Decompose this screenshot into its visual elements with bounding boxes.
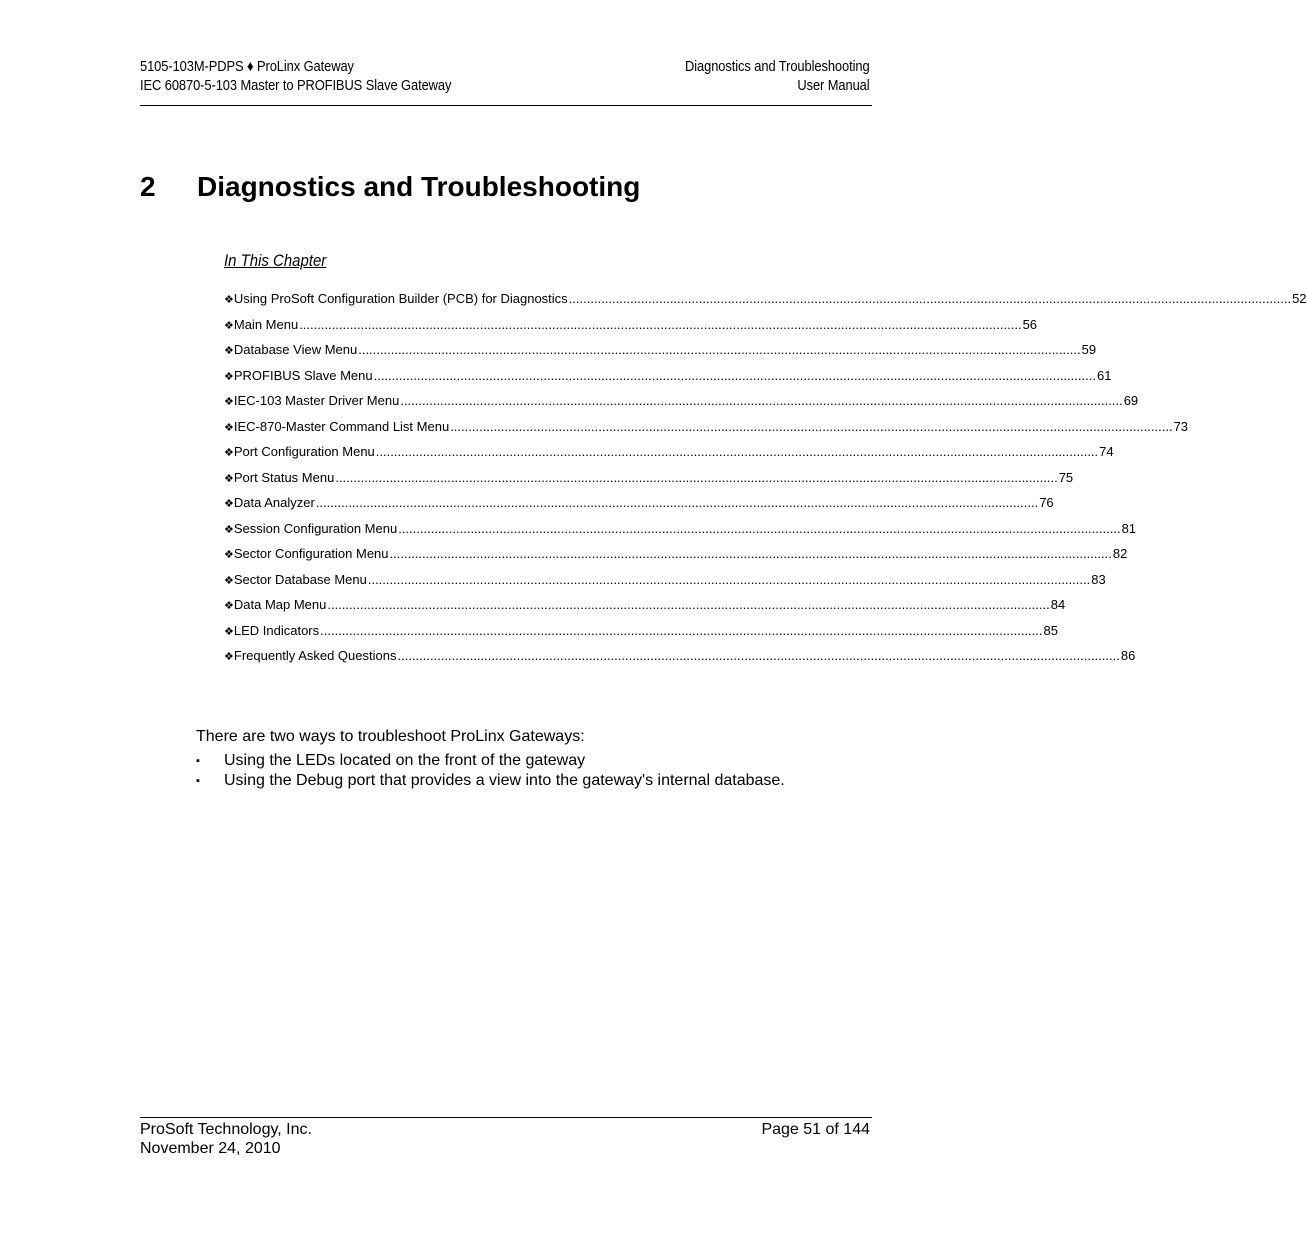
page-header-left: [140, 57, 451, 95]
troubleshoot-bullet-list: [196, 751, 796, 791]
toc-entry-page: 56: [1022, 316, 1038, 332]
toc-entry[interactable]: [224, 595, 1066, 621]
header-doc-type: User Manual: [797, 77, 870, 94]
toc-entry-title: Main Menu: [233, 316, 299, 332]
toc-dot-leader: ........................................................................................................................................................................................................: [373, 367, 1096, 383]
toc-entry[interactable]: [224, 493, 1054, 519]
bullet-text: Using the LEDs located on the front of the gateway: [224, 752, 586, 769]
toc-entry[interactable]: [224, 646, 1136, 672]
toc-dot-leader: ........................................................................................................................................................................................................: [375, 444, 1099, 459]
footer-divider: [140, 1117, 872, 1118]
toc-entry-title: Session Configuration Menu: [233, 520, 398, 536]
toc-dot-leader: ........................................................................................................................................................................................................: [315, 495, 1039, 510]
toc-dot-leader: ........................................................................................................................................................................................................: [389, 546, 1112, 561]
toc-entry[interactable]: [224, 340, 1097, 366]
header-product-line: 5105-103M-PDPS ♦ ProLinx Gateway: [140, 58, 354, 75]
toc-bullet-icon: ❖: [224, 472, 234, 485]
toc-entry-page: 75: [1058, 469, 1074, 485]
toc-bullet-icon: ❖: [224, 396, 234, 408]
toc-dot-leader: ........................................................................................................................................................................................................: [327, 597, 1050, 612]
chapter-toc: [224, 289, 1307, 672]
bullet-item: [196, 771, 796, 791]
footer-date: November 24, 2010: [140, 1140, 281, 1157]
toc-entry-title: IEC-870-Master Command List Menu: [233, 418, 450, 434]
header-section-title: Diagnostics and Troubleshooting: [685, 58, 870, 75]
toc-entry-title: IEC-103 Master Driver Menu: [233, 393, 400, 408]
toc-bullet-icon: ❖: [224, 523, 234, 536]
toc-entry-page: 85: [1043, 622, 1058, 638]
toc-entry[interactable]: [224, 544, 1128, 570]
toc-entry-title: Port Status Menu: [233, 469, 335, 485]
bullet-text: Using the Debug port that provides a view into the gateway's internal database.: [224, 772, 785, 789]
toc-dot-leader: ........................................................................................................................................................................................................: [398, 520, 1121, 536]
toc-entry-title: Port Configuration Menu: [233, 444, 375, 459]
toc-dot-leader: ........................................................................................................................................................................................................: [397, 648, 1120, 663]
square-bullet-icon: ▪: [196, 775, 200, 787]
toc-entry-title: Data Map Menu: [233, 597, 327, 612]
toc-entry-title: Sector Configuration Menu: [233, 546, 389, 561]
chapter-number: 2: [140, 171, 156, 202]
toc-entry[interactable]: [224, 519, 1137, 545]
footer-company: ProSoft Technology, Inc.: [140, 1121, 312, 1138]
header-divider: [140, 105, 872, 106]
toc-dot-leader: ........................................................................................................................................................................................................: [299, 316, 1022, 332]
toc-entry-title: Database View Menu: [233, 342, 358, 357]
toc-bullet-icon: ❖: [224, 625, 234, 638]
toc-entry-page: 61: [1096, 367, 1112, 383]
toc-entry-page: 74: [1099, 444, 1114, 459]
toc-entry[interactable]: [224, 417, 1189, 443]
toc-bullet-icon: ❖: [224, 498, 234, 510]
toc-entry-title: Frequently Asked Questions: [233, 648, 397, 663]
toc-entry[interactable]: [224, 366, 1112, 392]
toc-entry-title: Using ProSoft Configuration Builder (PCB) for Diagnostics: [233, 291, 568, 306]
toc-dot-leader: ........................................................................................................................................................................................................: [320, 622, 1043, 638]
toc-entry[interactable]: [224, 289, 1307, 315]
toc-dot-leader: ........................................................................................................................................................................................................: [335, 469, 1058, 485]
toc-bullet-icon: ❖: [224, 651, 234, 663]
square-bullet-icon: ▪: [196, 755, 200, 767]
toc-entry-page: 83: [1091, 571, 1106, 587]
toc-bullet-icon: ❖: [224, 447, 234, 459]
toc-dot-leader: ........................................................................................................................................................................................................: [400, 393, 1123, 408]
toc-bullet-icon: ❖: [224, 549, 234, 561]
intro-paragraph: There are two ways to troubleshoot ProLinx Gateways:: [196, 728, 585, 745]
page-footer-left: [140, 1120, 312, 1158]
toc-entry-page: 69: [1123, 393, 1139, 408]
footer-page-number: Page 51 of 144: [761, 1121, 870, 1138]
toc-dot-leader: ........................................................................................................................................................................................................: [450, 418, 1173, 434]
toc-entry-page: 76: [1039, 495, 1054, 510]
page-footer-right: [761, 1120, 870, 1139]
toc-entry-page: 59: [1081, 342, 1097, 357]
toc-entry-page: 84: [1050, 597, 1066, 612]
toc-bullet-icon: ❖: [224, 294, 234, 306]
toc-bullet-icon: ❖: [224, 600, 234, 612]
toc-bullet-icon: ❖: [224, 319, 234, 332]
in-this-chapter-label: In This Chapter: [224, 251, 327, 270]
toc-entry-title: LED Indicators: [233, 622, 320, 638]
toc-entry[interactable]: [224, 570, 1106, 596]
toc-entry-page: 81: [1121, 520, 1137, 536]
toc-entry[interactable]: [224, 468, 1074, 494]
page-header-right: [685, 57, 870, 95]
bullet-item: [196, 751, 796, 771]
toc-bullet-icon: ❖: [224, 574, 234, 587]
toc-entry-page: 52: [1292, 291, 1307, 306]
toc-entry-title: Sector Database Menu: [233, 571, 367, 587]
toc-dot-leader: ........................................................................................................................................................................................................: [358, 342, 1081, 357]
toc-entry[interactable]: [224, 391, 1139, 417]
toc-entry[interactable]: [224, 621, 1058, 647]
toc-entry-page: 73: [1173, 418, 1189, 434]
toc-dot-leader: ........................................................................................................................................................................................................: [367, 571, 1091, 587]
toc-entry-page: 82: [1112, 546, 1128, 561]
toc-dot-leader: ........................................................................................................................................................................................................: [568, 291, 1292, 306]
toc-bullet-icon: ❖: [224, 345, 234, 357]
toc-entry-title: PROFIBUS Slave Menu: [233, 367, 373, 383]
header-product-desc: IEC 60870-5-103 Master to PROFIBUS Slave Gateway: [140, 77, 452, 94]
toc-entry-title: Data Analyzer: [233, 495, 315, 510]
chapter-title: Diagnostics and Troubleshooting: [197, 171, 641, 202]
chapter-heading: [140, 170, 640, 204]
toc-bullet-icon: ❖: [224, 421, 234, 434]
toc-entry[interactable]: [224, 315, 1038, 341]
toc-entry-page: 86: [1120, 648, 1136, 663]
toc-bullet-icon: ❖: [224, 370, 234, 383]
toc-entry[interactable]: [224, 442, 1114, 468]
